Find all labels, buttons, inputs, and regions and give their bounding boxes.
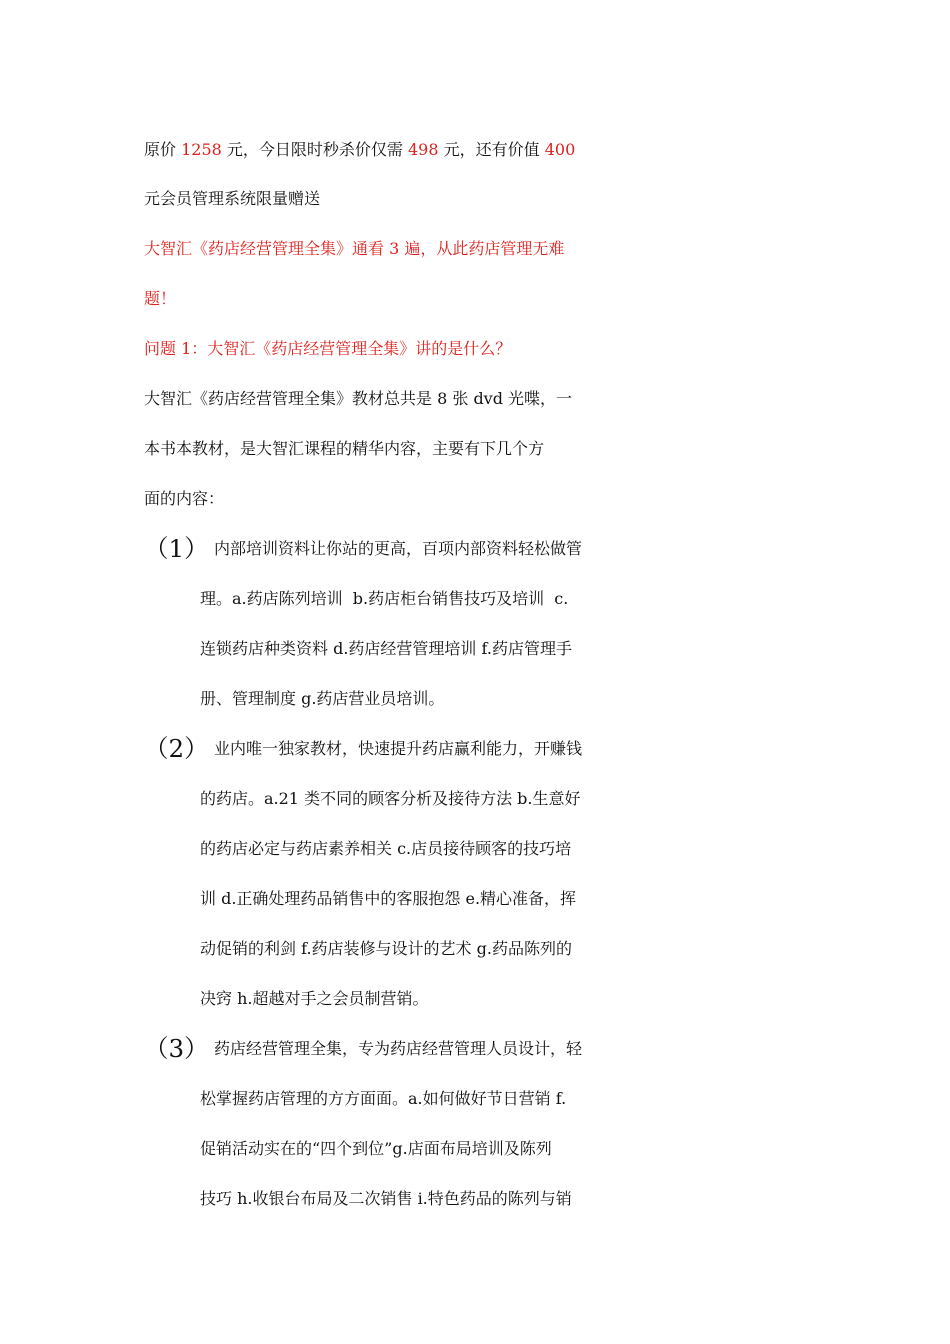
- item-2-line-5: 动促销的利剑 f.药店装修与设计的艺术 g.药品陈列的: [200, 939, 572, 958]
- text-original-price-label: 原价: [144, 140, 182, 159]
- answer-line-1: 大智汇《药店经营管理全集》教材总共是 8 张 dvd 光喋，一: [144, 389, 573, 408]
- item-3-line-1: 药店经营管理全集，专为药店经营管理人员设计，轻: [214, 1039, 583, 1058]
- item-2-line-4: 训 d.正确处理药品销售中的客服抱怨 e.精心准备，挥: [200, 889, 577, 908]
- answer-line-2: 本书本教材，是大智汇课程的精华内容，主要有下几个方: [144, 439, 545, 458]
- sale-price: 498: [408, 140, 439, 159]
- item-1-label: （1）: [144, 534, 209, 563]
- text-gift-label: 元，还有价值: [438, 140, 545, 159]
- text-sale-label: 元，今日限时秒杀价仅需: [221, 140, 408, 159]
- item-1-line-2: 理。a.药店陈列培训 b.药店柜台销售技巧及培训 c.: [200, 589, 569, 608]
- item-2-line-2: 的药店。a.21 类不同的顾客分析及接待方法 b.生意好: [200, 789, 581, 808]
- item-2-label: （2）: [144, 734, 209, 763]
- gift-line: 元会员管理系统限量赠送: [144, 189, 321, 208]
- item-1-line-1: 内部培训资料让你站的更高，百项内部资料轻松做管: [214, 539, 583, 558]
- price-line: [144, 135, 950, 165]
- item-3-line-3: 促销活动实在的“四个到位”g.店面布局培训及陈列: [200, 1139, 552, 1158]
- item-2-line-3: 的药店必定与药店素养相关 c.店员接待顾客的技巧培: [200, 839, 572, 858]
- headline-line-2: 题！: [144, 289, 177, 308]
- item-3-label: （3）: [144, 1034, 209, 1063]
- gift-value: 400: [544, 140, 576, 159]
- item-3-line-2: 松掌握药店管理的方方面面。a.如何做好节日营销 f.: [200, 1089, 567, 1108]
- question-1: 问题 1：大智汇《药店经营管理全集》讲的是什么？: [144, 339, 512, 358]
- item-3-line-4: 技巧 h.收银台布局及二次销售 i.特色药品的陈列与销: [200, 1189, 572, 1208]
- answer-line-3: 面的内容：: [144, 489, 225, 508]
- item-2-line-1: 业内唯一独家教材，快速提升药店赢利能力，开赚钱: [214, 739, 583, 758]
- item-1-line-3: 连锁药店种类资料 d.药店经营管理培训 f.药店管理手: [200, 639, 572, 658]
- item-1-line-4: 册、管理制度 g.药店营业员培训。: [200, 689, 445, 708]
- headline-line-1: 大智汇《药店经营管理全集》通看 3 遍，从此药店管理无难: [144, 239, 565, 258]
- original-price: 1258: [181, 140, 222, 159]
- item-2-line-6: 决窍 h.超越对手之会员制营销。: [200, 989, 429, 1008]
